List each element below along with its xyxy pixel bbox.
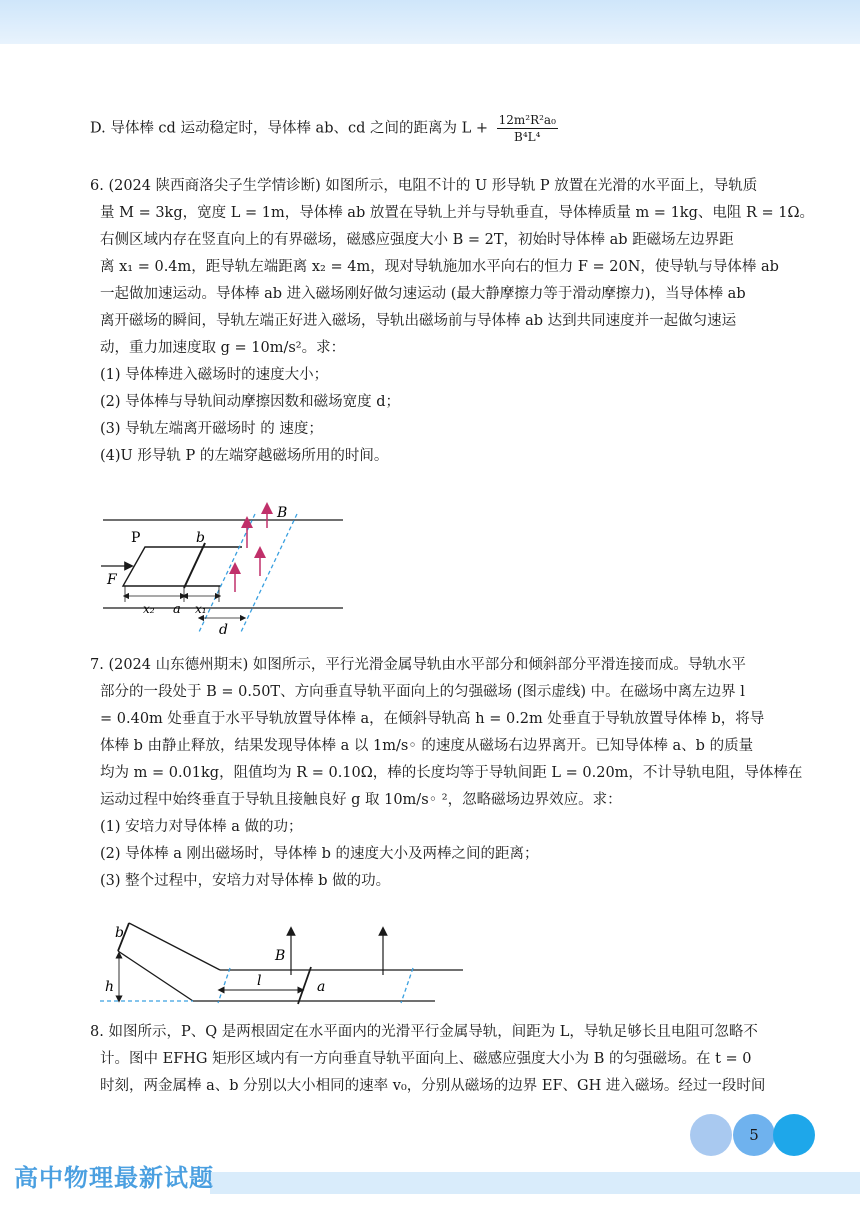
q7-line: 体棒 b 由静止释放，结果发现导体棒 a 以 1m/s◦ 的速度从磁场右边界离开。已知导体棒 a、b 的质量 [100,738,754,754]
q6-line: 离 x₁ = 0.4m，距导轨左端距离 x₂ = 4m，现对导轨施加水平向右的恒力 F = 20N，使导轨与导体棒 ab [100,259,779,275]
q7-subquestion-3: (3) 整个过程中，安培力对导体棒 b 做的功。 [100,873,391,889]
incline-rail-bottom [118,951,193,1001]
q7-line: 部分的一段处于 B = 0.50T、方向垂直导轨平面向上的匀强磁场 (图示虚线) 中。在磁场中离左边界 l [100,684,745,700]
q6-subquestion-2: (2) 导体棒与导轨间动摩擦因数和磁场宽度 d； [100,394,401,410]
rod-ab [184,543,205,588]
fraction-numerator: 12m²R²a₀ [498,113,556,127]
label-h: h [105,979,115,995]
q6-line: 6. (2024 陕西商洛尖子生学情诊断) 如图所示，电阻不计的 U 形导轨 P 放置在光滑的水平面上，导轨质 [90,178,758,194]
header-band [0,0,860,44]
q7-line: = 0.40m 处垂直于水平导轨放置导体棒 a，在倾斜导轨高 h = 0.2m 处垂直于导轨放置导体棒 b，将导 [100,711,765,727]
q6-figure [95,500,355,640]
label-b: b [196,530,205,546]
label-l: l [257,973,262,989]
q6-line: 右侧区域内存在竖直向上的有界磁场，磁感应强度大小 B = 2T，初始时导体棒 ab 距磁场左边界距 [100,232,734,248]
question-8 [90,1019,810,1100]
q6-line: 动，重力加速度取 g = 10m/s²。求： [100,340,346,356]
q7-line: 运动过程中始终垂直于导轨且接触良好 g 取 10m/s◦ ²，忽略磁场边界效应。求： [100,792,622,808]
q7-subquestion-2: (2) 导体棒 a 刚出磁场时，导体棒 b 的速度大小及两棒之间的距离； [100,846,539,862]
q6-subquestion-4: (4)U 形导轨 P 的左端穿越磁场所用的时间。 [100,448,389,464]
q6-line: 量 M = 3kg，宽度 L = 1m，导体棒 ab 放置在导轨上并与导轨垂直，导体棒质量 m = 1kg、电阻 R = 1Ω。 [100,205,815,221]
q6-line: 一起做加速运动。导体棒 ab 进入磁场刚好做匀速运动 (最大静摩擦力等于滑动摩擦力)，当导体棒 ab [100,286,746,302]
incline-rail-top [129,923,220,970]
fraction [497,112,558,145]
fraction-denominator: B⁴L⁴ [514,130,541,144]
label-a: a [173,602,181,617]
question-6 [90,173,815,470]
option-d-text: D. 导体棒 cd 运动稳定时，导体棒 ab、cd 之间的距离为 L + [90,120,488,137]
q6-subquestion-1: (1) 导体棒进入磁场时的速度大小； [100,367,329,383]
label-P: P [131,530,141,546]
option-d [90,112,810,145]
field-right-boundary [241,514,297,632]
page-deco-circle [773,1114,815,1156]
q7-line: 7. (2024 山东德州期末) 如图所示，平行光滑金属导轨由水平部分和倾斜部分平滑连接而成。导轨水平 [90,657,746,673]
label-B: B [275,948,286,964]
q6-line: 离开磁场的瞬间，导轨左端正好进入磁场，导轨出磁场前与导体棒 ab 达到共同速度并一起做匀速运 [100,313,737,329]
rod-a [298,967,311,1004]
q7-subquestion-1: (1) 安培力对导体棒 a 做的功； [100,819,303,835]
page-number: 5 [733,1114,775,1156]
q7-figure [95,915,475,1010]
question-7 [90,652,810,895]
label-x2: x₂ [143,602,155,616]
footer-logo: 高中物理最新试题 [14,1164,214,1192]
label-x1: x₁ [195,602,207,616]
page-deco-circle [690,1114,732,1156]
label-d: d [219,622,228,638]
label-F: F [107,572,117,588]
label-b: b [115,925,124,941]
q8-line: 计。图中 EFHG 矩形区域内有一方向垂直导轨平面向上、磁感应强度大小为 B 的匀强磁场。在 t = 0 [100,1051,752,1067]
label-B: B [277,505,288,521]
q6-subquestion-3: (3) 导轨左端离开磁场时 的 速度； [100,421,323,437]
label-a: a [317,979,326,995]
field-right-boundary [401,968,413,1003]
q7-line: 均为 m = 0.01kg，阻值均为 R = 0.10Ω，棒的长度均等于导轨间距 L = 0.20m，不计导轨电阻，导体棒在 [100,765,803,781]
field-left-boundary [218,968,230,1003]
footer-band [210,1172,860,1194]
q8-line: 时刻，两金属棒 a、b 分别以大小相同的速率 v₀，分别从磁场的边界 EF、GH 进入磁场。经过一段时间 [100,1078,766,1094]
q8-line: 8. 如图所示，P、Q 是两根固定在水平面内的光滑平行金属导轨，间距为 L，导轨足够长且电阻可忽略不 [90,1024,758,1040]
